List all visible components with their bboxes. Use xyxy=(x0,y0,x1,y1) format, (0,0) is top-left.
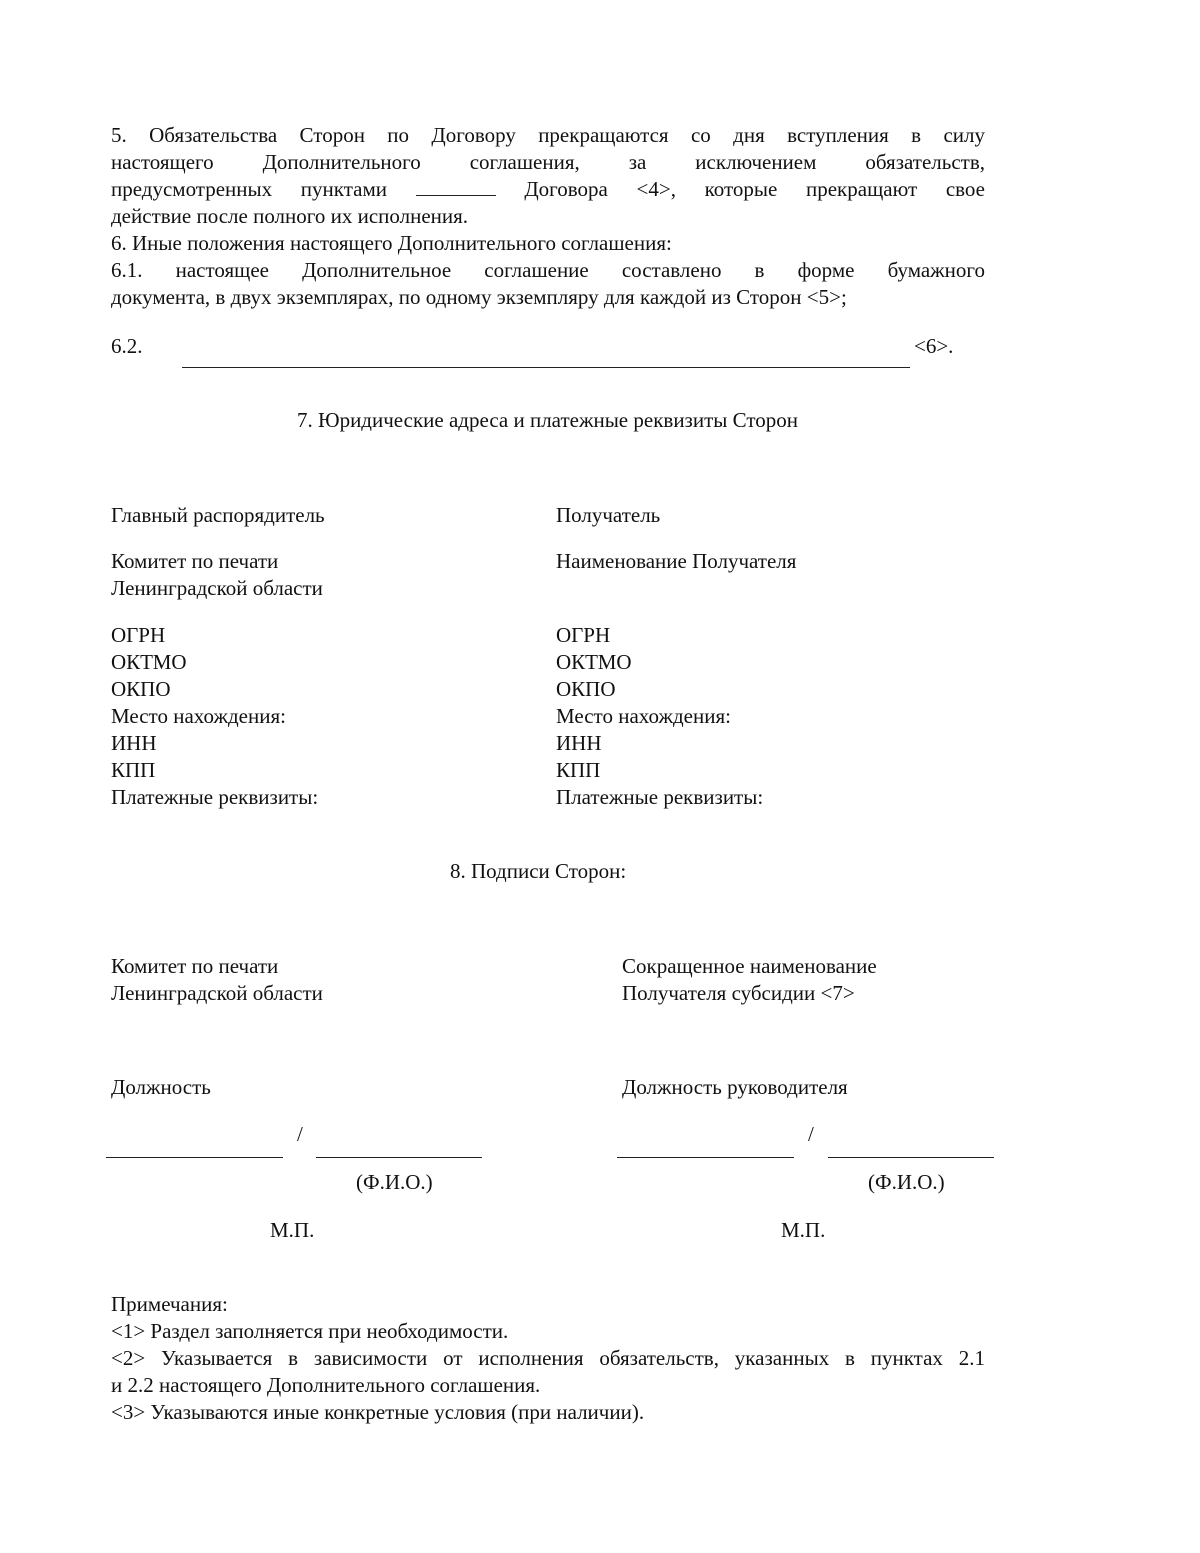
right-field-inn: ИНН xyxy=(556,731,602,755)
left-signature-line xyxy=(106,1157,283,1158)
right-stamp-label: М.П. xyxy=(781,1218,826,1242)
notes-title: Примечания: xyxy=(111,1292,228,1316)
left-field-address: Место нахождения: xyxy=(111,704,286,728)
right-signature-line xyxy=(617,1157,794,1158)
right-field-address: Место нахождения: xyxy=(556,704,731,728)
right-field-payment-details: Платежные реквизиты: xyxy=(556,785,764,809)
note-2-line-1: <2> Указывается в зависимости от исполнения обязательств, указанных в пунктах 2.1 xyxy=(111,1346,985,1370)
clause-5-line-1: 5. Обязательства Сторон по Договору прекращаются со дня вступления в силу xyxy=(111,123,985,147)
clause-5 xyxy=(111,122,985,230)
left-party-name-line-2: Ленинградской области xyxy=(111,576,323,600)
note-2-line-2: и 2.2 настоящего Дополнительного соглашения. xyxy=(111,1373,541,1397)
left-signer-name-line-2: Ленинградской области xyxy=(111,981,323,1005)
left-field-ogrn: ОГРН xyxy=(111,623,166,647)
left-party-heading: Главный распорядитель xyxy=(111,503,325,527)
right-party-name-line-1: Наименование Получателя xyxy=(556,549,797,573)
right-field-kpp: КПП xyxy=(556,758,601,782)
right-party-heading: Получатель xyxy=(556,503,661,527)
clause-6-1-line-1: 6.1. настоящее Дополнительное соглашение составлено в форме бумажного xyxy=(111,258,985,282)
note-3: <3> Указываются иные конкретные условия (при наличии). xyxy=(111,1400,645,1424)
clause-5-line-3-pre: предусмотренных пунктами xyxy=(111,177,387,201)
note-2 xyxy=(111,1345,985,1399)
right-signer-position: Должность руководителя xyxy=(622,1075,848,1099)
left-party-name-line-1: Комитет по печати xyxy=(111,549,279,573)
clause-6-2-note: <6>. xyxy=(914,334,954,358)
right-fio-line xyxy=(828,1157,994,1158)
clause-6-title: 6. Иные положения настоящего Дополнительного соглашения: xyxy=(111,231,672,255)
left-signer-name-line-1: Комитет по печати xyxy=(111,954,279,978)
right-field-ogrn: ОГРН xyxy=(556,623,611,647)
right-field-oktmo: ОКТМО xyxy=(556,650,632,674)
left-field-oktmo: ОКТМО xyxy=(111,650,187,674)
left-field-kpp: КПП xyxy=(111,758,156,782)
clause-6-2-blank-line xyxy=(182,367,910,368)
left-field-payment-details: Платежные реквизиты: xyxy=(111,785,319,809)
note-1: <1> Раздел заполняется при необходимости. xyxy=(111,1319,509,1343)
left-signature-slash: / xyxy=(297,1122,303,1146)
section-7-title: 7. Юридические адреса и платежные реквизиты Сторон xyxy=(296,408,798,432)
section-8-title: 8. Подписи Сторон: xyxy=(450,859,627,883)
clause-6-1 xyxy=(111,257,985,311)
left-signer-position: Должность xyxy=(111,1075,211,1099)
left-field-inn: ИНН xyxy=(111,731,157,755)
clause-5-line-3-post: Договора <4>, которые прекращают свое xyxy=(524,177,985,201)
right-fio-label: (Ф.И.О.) xyxy=(868,1170,945,1194)
clause-5-line-4: действие после полного их исполнения. xyxy=(111,204,469,228)
right-signature-slash: / xyxy=(808,1122,814,1146)
left-stamp-label: М.П. xyxy=(270,1218,315,1242)
left-fio-line xyxy=(316,1157,482,1158)
clause-5-line-2: настоящего Дополнительного соглашения, за исключением обязательств, xyxy=(111,150,985,174)
right-field-okpo: ОКПО xyxy=(556,677,616,701)
clause-6-1-line-2: документа, в двух экземплярах, по одному экземпляру для каждой из Сторон <5>; xyxy=(111,285,847,309)
points-blank xyxy=(416,177,496,196)
left-fio-label: (Ф.И.О.) xyxy=(356,1170,433,1194)
right-signer-name-line-1: Сокращенное наименование xyxy=(622,954,877,978)
clause-6-2-label: 6.2. xyxy=(111,334,143,358)
right-signer-name-line-2: Получателя субсидии <7> xyxy=(622,981,855,1005)
clause-5-line-3 xyxy=(111,176,985,203)
left-field-okpo: ОКПО xyxy=(111,677,171,701)
